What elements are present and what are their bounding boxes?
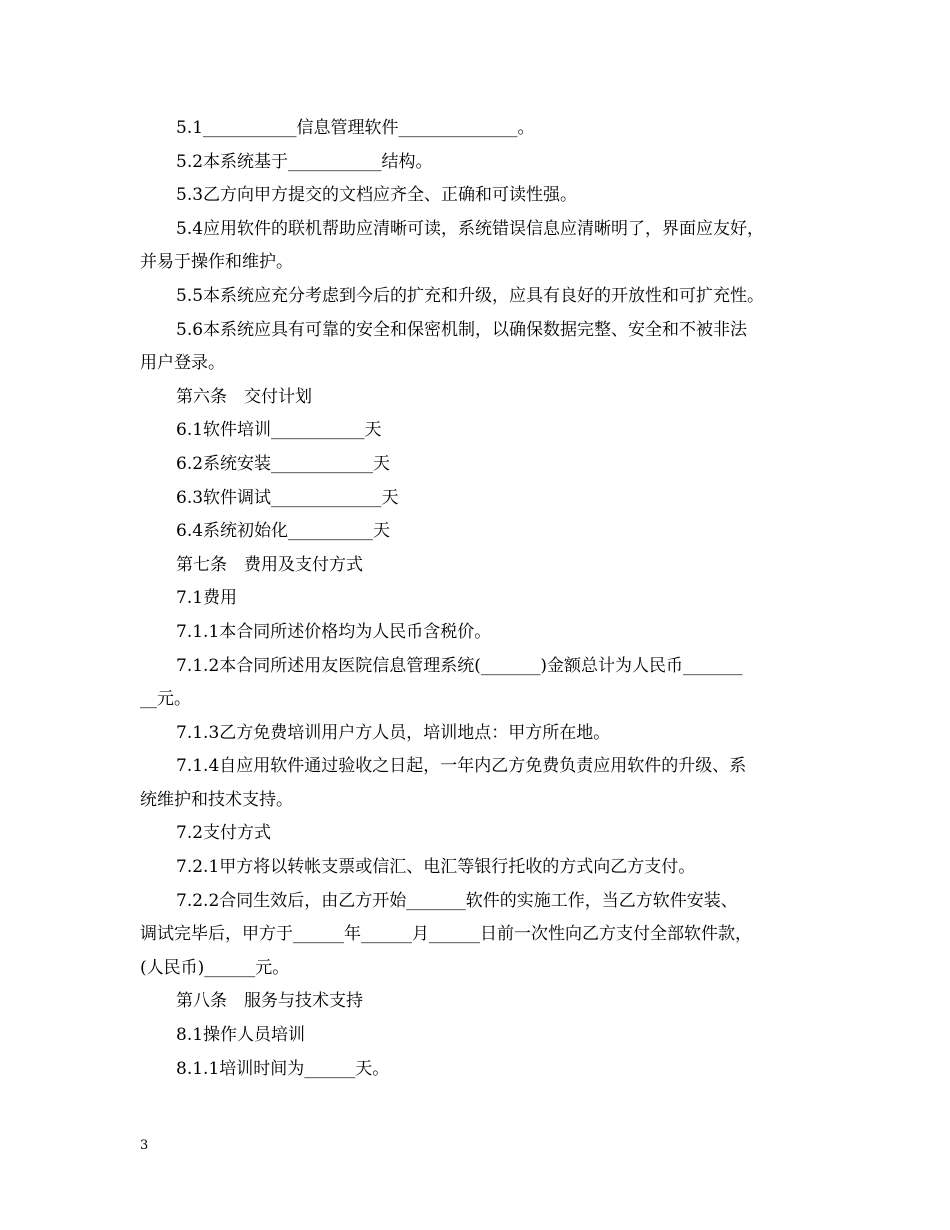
document-line: 统维护和技术支持。 — [140, 789, 293, 810]
document-line: 8.1操作人员培训 — [176, 1025, 306, 1046]
document-line: 第七条 费用及支付方式 — [176, 554, 363, 575]
document-line: 5.6本系统应具有可靠的安全和保密机制，以确保数据完整、安全和不被非法 — [176, 319, 748, 340]
document-line: 7.1.2本合同所述用友医院信息管理系统(_______)金额总计为人民币_______ — [176, 655, 743, 676]
document-line: (人民币)______元。 — [140, 957, 290, 978]
document-line: 7.2.1甲方将以转帐支票或信汇、电汇等银行托收的方式向乙方支付。 — [176, 857, 696, 878]
document-line: 6.2系统安装____________天 — [176, 453, 391, 474]
document-line: 7.2.2合同生效后，由乙方开始_______软件的实施工作，当乙方软件安装、 — [176, 890, 738, 911]
document-line: 6.3软件调试_____________天 — [176, 487, 399, 508]
document-line: 5.3乙方向甲方提交的文档应齐全、正确和可读性强。 — [176, 185, 578, 206]
document-line: 7.1.3乙方免费培训用户方人员，培训地点：甲方所在地。 — [176, 722, 611, 743]
document-line: 第六条 交付计划 — [176, 386, 312, 407]
document-line: __元。 — [140, 689, 191, 710]
document-line: 并易于操作和维护。 — [140, 252, 293, 273]
document-line: 5.4应用软件的联机帮助应清晰可读，系统错误信息应清晰明了，界面应友好， — [176, 218, 765, 239]
document-line: 第八条 服务与技术支持 — [176, 991, 363, 1012]
document-line: 5.2本系统基于___________结构。 — [176, 151, 433, 172]
document-line: 5.5本系统应充分考虑到今后的扩充和升级，应具有良好的开放性和可扩充性。 — [176, 285, 765, 306]
document-line: 7.2支付方式 — [176, 823, 272, 844]
document-line: 7.1.4自应用软件通过验收之日起，一年内乙方免费负责应用软件的升级、系 — [176, 756, 747, 777]
document-line: 6.1软件培训___________天 — [176, 420, 382, 441]
document-line: 调试完毕后，甲方于______年______月______日前一次性向乙方支付全部软件款， — [140, 924, 752, 945]
document-line: 5.1___________信息管理软件______________。 — [176, 118, 535, 138]
document-line: 7.1费用 — [176, 588, 238, 609]
document-line: 7.1.1本合同所述价格均为人民币含税价。 — [176, 621, 492, 642]
document-line: 8.1.1培训时间为______天。 — [176, 1058, 390, 1079]
document-line: 6.4系统初始化__________天 — [176, 521, 391, 542]
document-line: 用户登录。 — [140, 353, 225, 374]
document-body — [140, 112, 812, 1086]
page-number: 3 — [140, 1138, 149, 1153]
